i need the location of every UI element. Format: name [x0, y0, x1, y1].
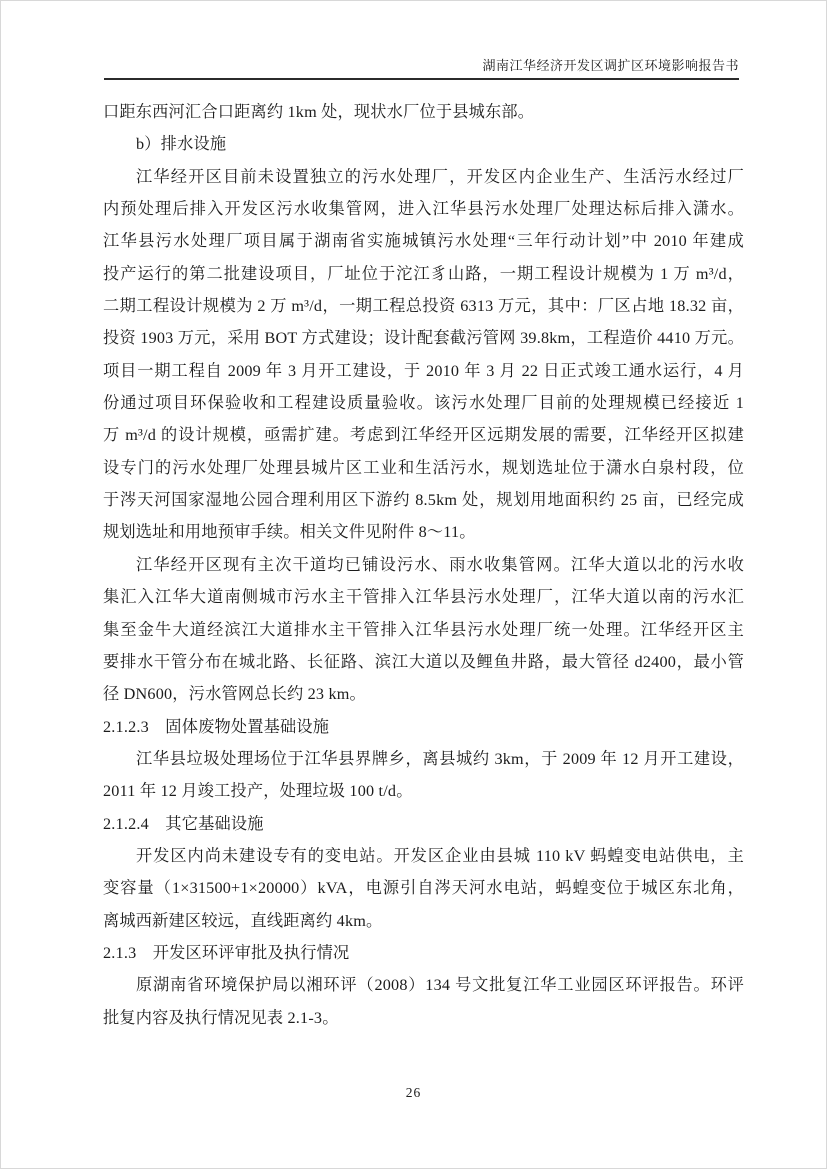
text-line: 江华经开区现有主次干道均已铺设污水、雨水收集管网。江华大道以北的污水收: [136, 555, 744, 574]
text-line: 设专门的污水处理厂处理县城片区工业和生活污水，规划选址位于潇水白泉村段，位: [103, 458, 744, 477]
text-line: 投产运行的第二批建设项目，厂址位于沱江豸山路，一期工程设计规模为 1 万 m³/d，: [103, 264, 744, 283]
text-line: b）排水设施: [136, 135, 227, 154]
text-line: 江华县垃圾处理场位于江华县界牌乡，离县城约 3km，于 2009 年 12 月开工建设，: [136, 749, 744, 768]
text-line: 2.1.2.3 固体废物处置基础设施: [103, 717, 330, 736]
text-line: 要排水干管分布在城北路、长征路、滨江大道以及鲤鱼井路，最大管径 d2400，最小管: [103, 652, 744, 671]
text-line: 于涔天河国家湿地公园合理利用区下游约 8.5km 处，规划用地面积约 25 亩，已经完成: [103, 491, 744, 510]
text-line: 径 DN600，污水管网总长约 23 km。: [103, 685, 366, 704]
page-footer: [0, 1085, 827, 1101]
text-line: 集至金牛大道经滨江大道排水主干管排入江华县污水处理厂统一处理。江华经开区主: [103, 620, 744, 639]
text-line: 项目一期工程自 2009 年 3 月开工建设，于 2010 年 3 月 22 日正式竣工通水运行，4 月: [103, 361, 744, 380]
document-body: [103, 96, 744, 1034]
header-divider: [104, 78, 739, 80]
running-header-title: 湖南江华经济开发区调扩区环境影响报告书: [482, 58, 739, 73]
text-line: 规划选址和用地预审手续。相关文件见附件 8～11。: [103, 523, 476, 542]
text-line: 份通过项目环保验收和工程建设质量验收。该污水处理厂目前的处理规模已经接近 1: [103, 394, 744, 413]
text-line: 集汇入江华大道南侧城市污水主干管排入江华县污水处理厂，江华大道以南的污水汇: [103, 588, 744, 607]
page-number: 26: [405, 1085, 422, 1100]
text-line: 口距东西河汇合口距离约 1km 处，现状水厂位于县城东部。: [103, 103, 535, 121]
text-line: 二期工程设计规模为 2 万 m³/d，一期工程总投资 6313 万元，其中：厂区占地 18.32 亩，: [103, 297, 744, 316]
text-line: 江华经开区目前未设置独立的污水处理厂，开发区内企业生产、生活污水经过厂: [136, 167, 744, 186]
text-line: 2.1.2.4 其它基础设施: [103, 814, 264, 833]
text-line: 内预处理后排入开发区污水收集管网，进入江华县污水处理厂处理达标后排入潇水。: [103, 200, 744, 219]
text-line: 批复内容及执行情况见表 2.1-3。: [103, 1008, 339, 1027]
text-line: 2.1.3 开发区环评审批及执行情况: [103, 943, 350, 962]
text-line: 变容量（1×31500+1×20000）kVA，电源引自涔天河水电站，蚂蝗变位于城区东北角，: [103, 879, 744, 898]
text-line: 原湖南省环境保护局以湘环评（2008）134 号文批复江华工业园区环评报告。环评: [136, 976, 744, 995]
text-line: 2011 年 12 月竣工投产，处理垃圾 100 t/d。: [103, 782, 413, 801]
text-line: 投资 1903 万元，采用 BOT 方式建设；设计配套截污管网 39.8km，工程造价 4410 万元。: [103, 329, 744, 348]
text-line: 开发区内尚未建设专有的变电站。开发区企业由县城 110 kV 蚂蝗变电站供电，主: [136, 846, 744, 865]
text-line: 离城西新建区较远，直线距离约 4km。: [103, 911, 383, 930]
text-line: 江华县污水处理厂项目属于湖南省实施城镇污水处理“三年行动计划”中 2010 年建成: [103, 232, 744, 251]
text-line: 万 m³/d 的设计规模，亟需扩建。考虑到江华经开区远期发展的需要，江华经开区拟建: [103, 426, 744, 445]
